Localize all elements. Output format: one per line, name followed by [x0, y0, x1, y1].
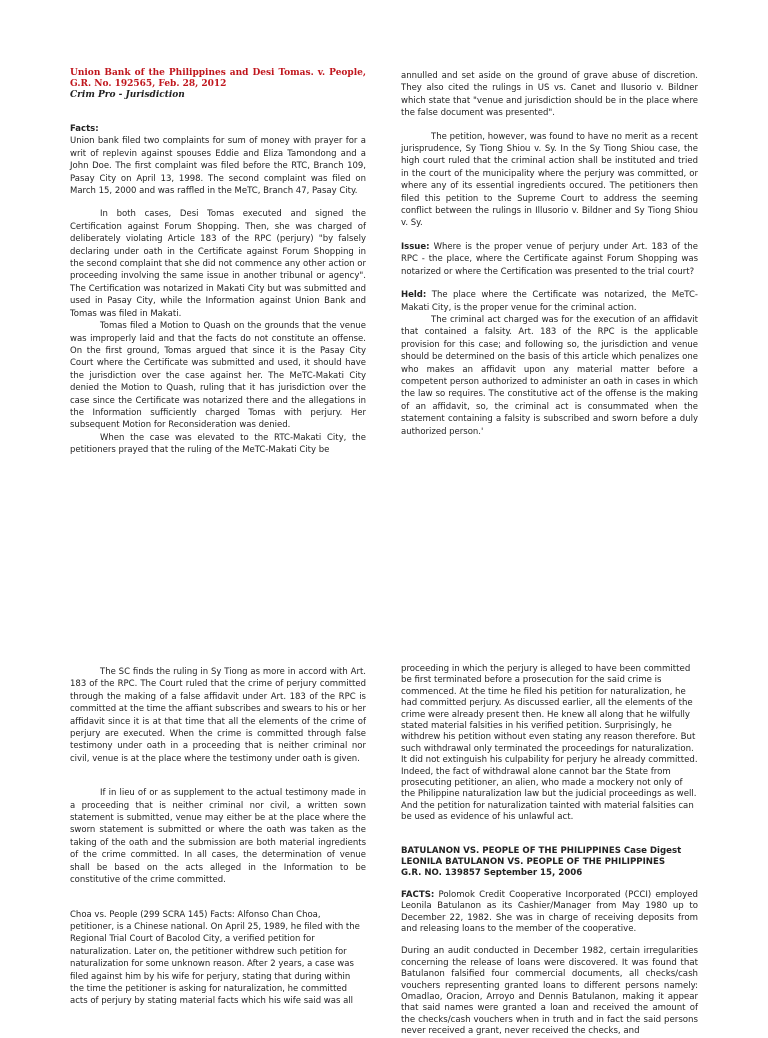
facts-label: Facts: — [70, 124, 99, 134]
issue-text: Where is the proper venue of perjury under Art. 183 of the RPC - the place, where the Certificate against Forum Shopping was notarized or where the Certification was presented to the trial court? — [401, 241, 698, 277]
spacer — [70, 197, 366, 208]
facts-text: Polomok Credit Cooperative Incorporated (PCCI) employed Leonila Batulanon as its Cashier/Manager from May 1980 up to December 22, 1982. She was in charge of receiving deposits from and releasing loans to the member of the cooperative. — [401, 889, 698, 934]
spacer — [401, 824, 698, 846]
spacer — [401, 230, 698, 241]
spacer — [401, 278, 698, 289]
paragraph: In both cases, Desi Tomas executed and signed the Certification against Forum Shopping. Then, she was charged of deliberately violating Article 183 of the RPC (perjury) "by falsely declaring under oath in the Certificate against Forum Shopping in the second complaint that she did not commence any other action or proceeding involving the same issue in another tribunal or agency". The Certification was notarized in Makati City but was submitted and used in Pasay City, while the Information against Union Bank and Tomas was filed in Makati. — [70, 209, 366, 319]
case-heading: BATULANON VS. PEOPLE OF THE PHILIPPINES Case Digest — [401, 845, 682, 856]
facts-label: FACTS: — [401, 889, 435, 900]
paragraph: Choa vs. People (299 SCRA 145) Facts: Alfonso Chan Choa, petitioner, is a Chinese national. On April 25, 1989, he filed with the Regional Trial Court of Bacolod City, a verified petition for naturalization. Later on, the petitioner withdrew such petition for naturalization for some unknown reason. After 2 years, a case was filed against him by his wife for perjury, stating that during within the time the petitioner is asking for naturalization, he committed acts of perjury by stating material facts which his wife said was all — [70, 909, 360, 1007]
held-label: Held: — [401, 290, 427, 301]
spacer — [70, 887, 366, 909]
bottom-right-column — [401, 664, 698, 1038]
paragraph: When the case was elevated to the RTC-Makati City, the petitioners prayed that the ruling of the MeTC-Makati City be — [70, 432, 366, 456]
paragraph: Union bank filed two complaints for sum of money with prayer for a writ of replevin against spouses Eddie and Eliza Tamondong and a John Doe. The first complaint was filed before the RTC, Branch 109, Pasay City on April 13, 1998. The second complaint was filed on March 15, 2000 and was raffled in the MeTC, Branch 47, Pasay City. — [70, 136, 366, 197]
issue-paragraph — [401, 241, 698, 278]
held-text: The place where the Certificate was notarized, the MeTC-Makati City, is the proper venue for the criminal action. — [401, 290, 699, 313]
spacer — [401, 120, 698, 131]
facts-paragraph — [401, 890, 698, 936]
spacer — [70, 101, 366, 123]
bottom-left-column — [70, 666, 366, 1008]
case-title: Union Bank of the Philippines and Desi Tomas. v. People, G.R. No. 192565, Feb. 28, 2012 — [70, 68, 366, 89]
case-heading: G.R. NO. 139857 September 15, 2006 — [401, 867, 583, 878]
paragraph: proceeding in which the perjury is alleged to have been committed be first terminated before a prosecution for the said crime is commenced. At the time he filed his petition for naturalization, he had committed perjury. As discussed earlier, all the elements of the crime were already present then. He knew all along that he wilfully stated material falsities in his verified petition. Surprisingly, he withdrew his petition without even stating any reason therefore. But such withdrawal only terminated the proceedings for naturalization. It did not extinguish his culpability for perjury he already committed. Indeed, the fact of withdrawal alone cannot bar the State from prosecuting petitioner, an alien, who made a mockery not only of the Philippine naturalization law but the judicial proceedings as well. And the petition for naturalization tainted with material falsities can be used as evidence of his unlawful act. — [401, 664, 698, 823]
paragraph: The SC finds the ruling in Sy Tiong as more in accord with Art. 183 of the RPC. The Court ruled that the crime of perjury committed through the making of a false affidavit under Art. 183 of the RPC is committed at the time the affiant subscribes and swears to his or her affidavit since it is at that time that all the elements of the crime of perjury are executed. When the crime is committed through false testimony under oath in a proceeding that is neither criminal nor civil, venue is at the place where the testimony under oath is given. — [70, 667, 366, 764]
spacer — [401, 935, 698, 946]
issue-label: Issue: — [401, 241, 430, 252]
paragraph: If in lieu of or as supplement to the actual testimony made in a proceeding that is neither criminal nor civil, a written sown statement is submitted, venue may either be at the place where the sworn statement is submitted or where the oath was taken as the taking of the oath and the submission are both material ingredients of the crime committed. In all cases, the determination of venue shall be based on the acts alleged in the Information to be constitutive of the crime committed. — [70, 788, 366, 886]
case-heading: LEONILA BATULANON VS. PEOPLE OF THE PHILIPPINES — [401, 856, 666, 867]
case-subject: Crim Pro - Jurisdiction — [70, 90, 185, 100]
paragraph: The petition, however, was found to have no merit as a recent jurisprudence, Sy Tiong Shiou v. Sy. In the Sy Tiong Shiou case, the high court ruled that the criminal action shall be instituted and tried in the court of the municipality where the perjury was committed, or where any of its essential ingredients occured. The petitioners then filed this petition to the Supreme Court to address the seeming conflict between the rulings in Illusorio v. Bildner and Sy Tiong Shiou v. Sy. — [401, 131, 698, 229]
spacer — [70, 765, 366, 787]
paragraph: During an audit conducted in December 1982, certain irregularities concerning the release of loans were discovered. It was found that Batulanon falsified four commercial documents, all checks/cash vouchers representing granted loans to different persons namely: Omadlao, Oracion, Arroyo and Dennis Batulanon, making it appear that said names were granted a loan and received the amount of the checks/cash vouchers when in truth and in fact the said persons never received a grant, never received the checks, and — [401, 946, 698, 1037]
paragraph: Tomas filed a Motion to Quash on the grounds that the venue was improperly laid and that the facts do not constitute an offense. On the first ground, Tomas argued that since it is the Pasay City Court where the Certificate was submitted and used, it should have the jurisdiction over the case against her. The MeTC-Makati City denied the Motion to Quash, ruling that it has jurisdiction over the case since the Certificate was notarized there and the allegations in the Information sufficiently charged Tomas with perjury. Her subsequent Motion for Reconsideration was denied. — [70, 321, 366, 431]
paragraph: annulled and set aside on the ground of grave abuse of discretion. They also cited the rulings in US vs. Canet and Ilusorio v. Bildner which state that "venue and jurisdiction should be in the place where the false document was presented". — [401, 71, 698, 119]
spacer — [401, 879, 698, 890]
top-right-column — [401, 70, 698, 438]
paragraph: The criminal act charged was for the execution of an affidavit that contained a falsity. Art. 183 of the RPC is the applicable provision for this case; and following so, the jurisdiction and venue should be determined on the basis of this article which penalizes one who makes an affidavit upon any material matter before a competent person authorized to administer an oath in cases in which the law so requires. The constitutive act of the offense is the making of an affidavit, so, the criminal act is consummated when the statement containing a falsity is subscribed and sworn before a duly authorized person.' — [401, 314, 698, 437]
held-paragraph — [401, 289, 698, 314]
top-left-column — [70, 68, 366, 457]
